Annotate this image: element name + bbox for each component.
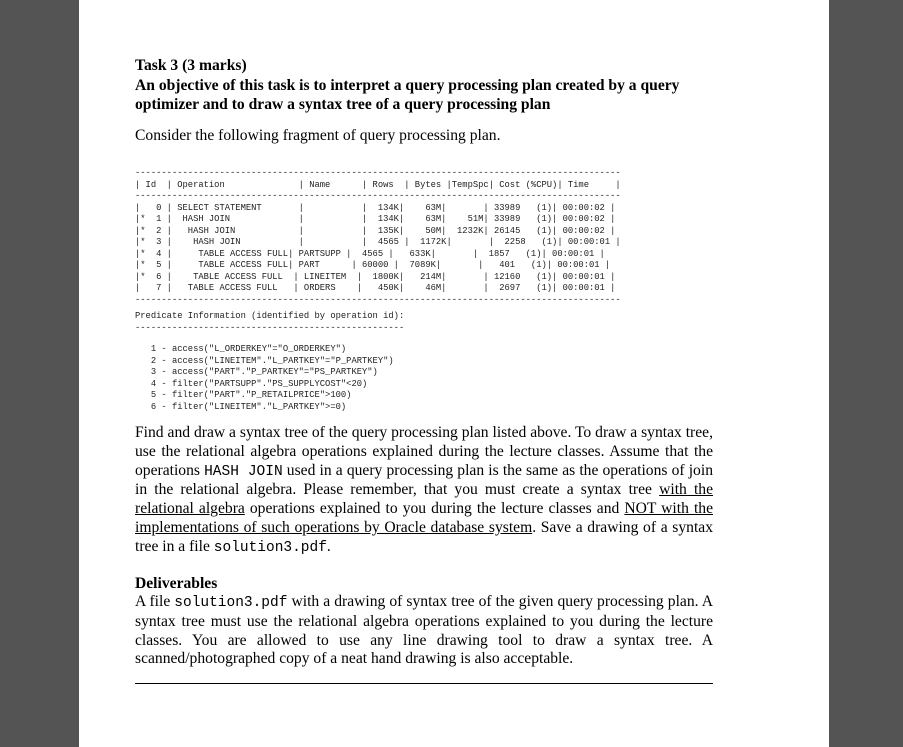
predicate-item: 4 - filter("PARTSUPP"."PS_SUPPLYCOST"<20) — [150, 378, 368, 389]
deliverables-heading: Deliverables — [135, 575, 218, 592]
plan-row: |* 1 | HASH JOIN | | 134K| 63M| 51M| 33989 (1)| 00:00:02 | — [135, 214, 616, 224]
filename-code: solution3.pdf — [213, 539, 327, 556]
plan-row: |* 3 | HASH JOIN | | 4565 | 1172K| | 2258 (1)| 00:00:01 | — [135, 237, 621, 247]
instructions-text: operations explained to you during the lecture classes and — [244, 500, 625, 518]
instructions-text: Find and draw a syntax tree of the query processing plan listed above. To draw a syntax tree, use the relational algebra operations explained during the lecture classes. Assume that the operations — [135, 424, 713, 479]
predicate-separator: --------------------------------------------------- — [135, 322, 405, 333]
plan-row: |* 2 | HASH JOIN | | 135K| 50M| 1232K| 26145 (1)| 00:00:02 | — [135, 225, 616, 236]
underlined-text: NOT with the implementations of such operations by Oracle database system — [135, 500, 713, 536]
plan-row: |* 5 | TABLE ACCESS FULL| PART | 60000 | 7089K| | 401 (1)| 00:00:01 | — [135, 260, 611, 270]
document-page — [79, 0, 829, 747]
predicate-item: 2 - access("LINEITEM"."L_PARTKEY"="P_PARTKEY") — [150, 355, 394, 366]
plan-separator: -------------------------------------------------------------------------------------------- — [135, 294, 621, 305]
instructions-text: . — [326, 537, 331, 555]
instructions-paragraph — [135, 424, 713, 558]
instructions-text: . Save a drawing of a syntax tree in a file — [135, 518, 713, 555]
predicate-item: 6 - filter("LINEITEM"."L_PARTKEY">=0) — [150, 401, 347, 412]
filename-code: solution3.pdf — [174, 595, 288, 611]
predicate-item: 5 - filter("PART"."P_RETAILPRICE">100) — [150, 390, 352, 400]
instructions-text: used in a query processing plan is the same as the operations of join in the relational algebra. Please remember, that you must create a syntax tree — [135, 461, 713, 499]
hash-join-code: HASH JOIN — [204, 463, 283, 480]
predicate-title: Predicate Information (identified by operation id): — [135, 311, 405, 321]
deliverables-paragraph — [135, 593, 713, 669]
intro-text: Consider the following fragment of query processing plan. — [135, 127, 501, 144]
execution-plan-table — [135, 168, 621, 306]
predicate-heading — [135, 311, 404, 334]
plan-separator: -------------------------------------------------------------------------------------------- — [135, 191, 621, 201]
plan-header: | Id | Operation | Name | Rows | Bytes |TempSpc| Cost (%CPU)| Time | — [135, 179, 621, 190]
predicate-list — [135, 344, 394, 413]
predicate-item: 3 - access("PART"."P_PARTKEY"="PS_PARTKEY") — [150, 367, 378, 377]
predicate-item: 1 - access("L_ORDERKEY"="O_ORDERKEY") — [150, 344, 347, 354]
plan-row: | 0 | SELECT STATEMENT | | 134K| 63M| | 33989 (1)| 00:00:02 | — [135, 202, 616, 213]
task-marks: (3 marks) — [182, 57, 247, 74]
deliverables-text: with a drawing of syntax tree of the given query processing plan. A syntax tree must use the relational algebra operations explained to you during the lecture classes. You are allowed to use any line drawing tool to draw a syntax tree. A scanned/photographed copy of a neat hand drawing is also acceptable. — [135, 593, 713, 668]
plan-row: |* 6 | TABLE ACCESS FULL | LINEITEM | 1800K| 214M| | 12160 (1)| 00:00:01 | — [135, 271, 616, 282]
plan-row: |* 4 | TABLE ACCESS FULL| PARTSUPP | 4565 | 633K| | 1857 (1)| 00:00:01 | — [135, 248, 605, 259]
plan-row: | 7 | TABLE ACCESS FULL | ORDERS | 450K| 46M| | 2697 (1)| 00:00:01 | — [135, 283, 616, 293]
deliverables-text: A file — [135, 593, 175, 610]
plan-separator: -------------------------------------------------------------------------------------------- — [135, 168, 621, 178]
horizontal-rule — [135, 683, 713, 684]
task-title: Task 3 — [135, 57, 179, 74]
task-objective: An objective of this task is to interpret a query processing plan created by a query optimizer and to draw a syntax tree of a query processing plan — [135, 76, 680, 113]
task-heading — [135, 56, 735, 115]
underlined-text: with the relational algebra — [135, 481, 713, 518]
